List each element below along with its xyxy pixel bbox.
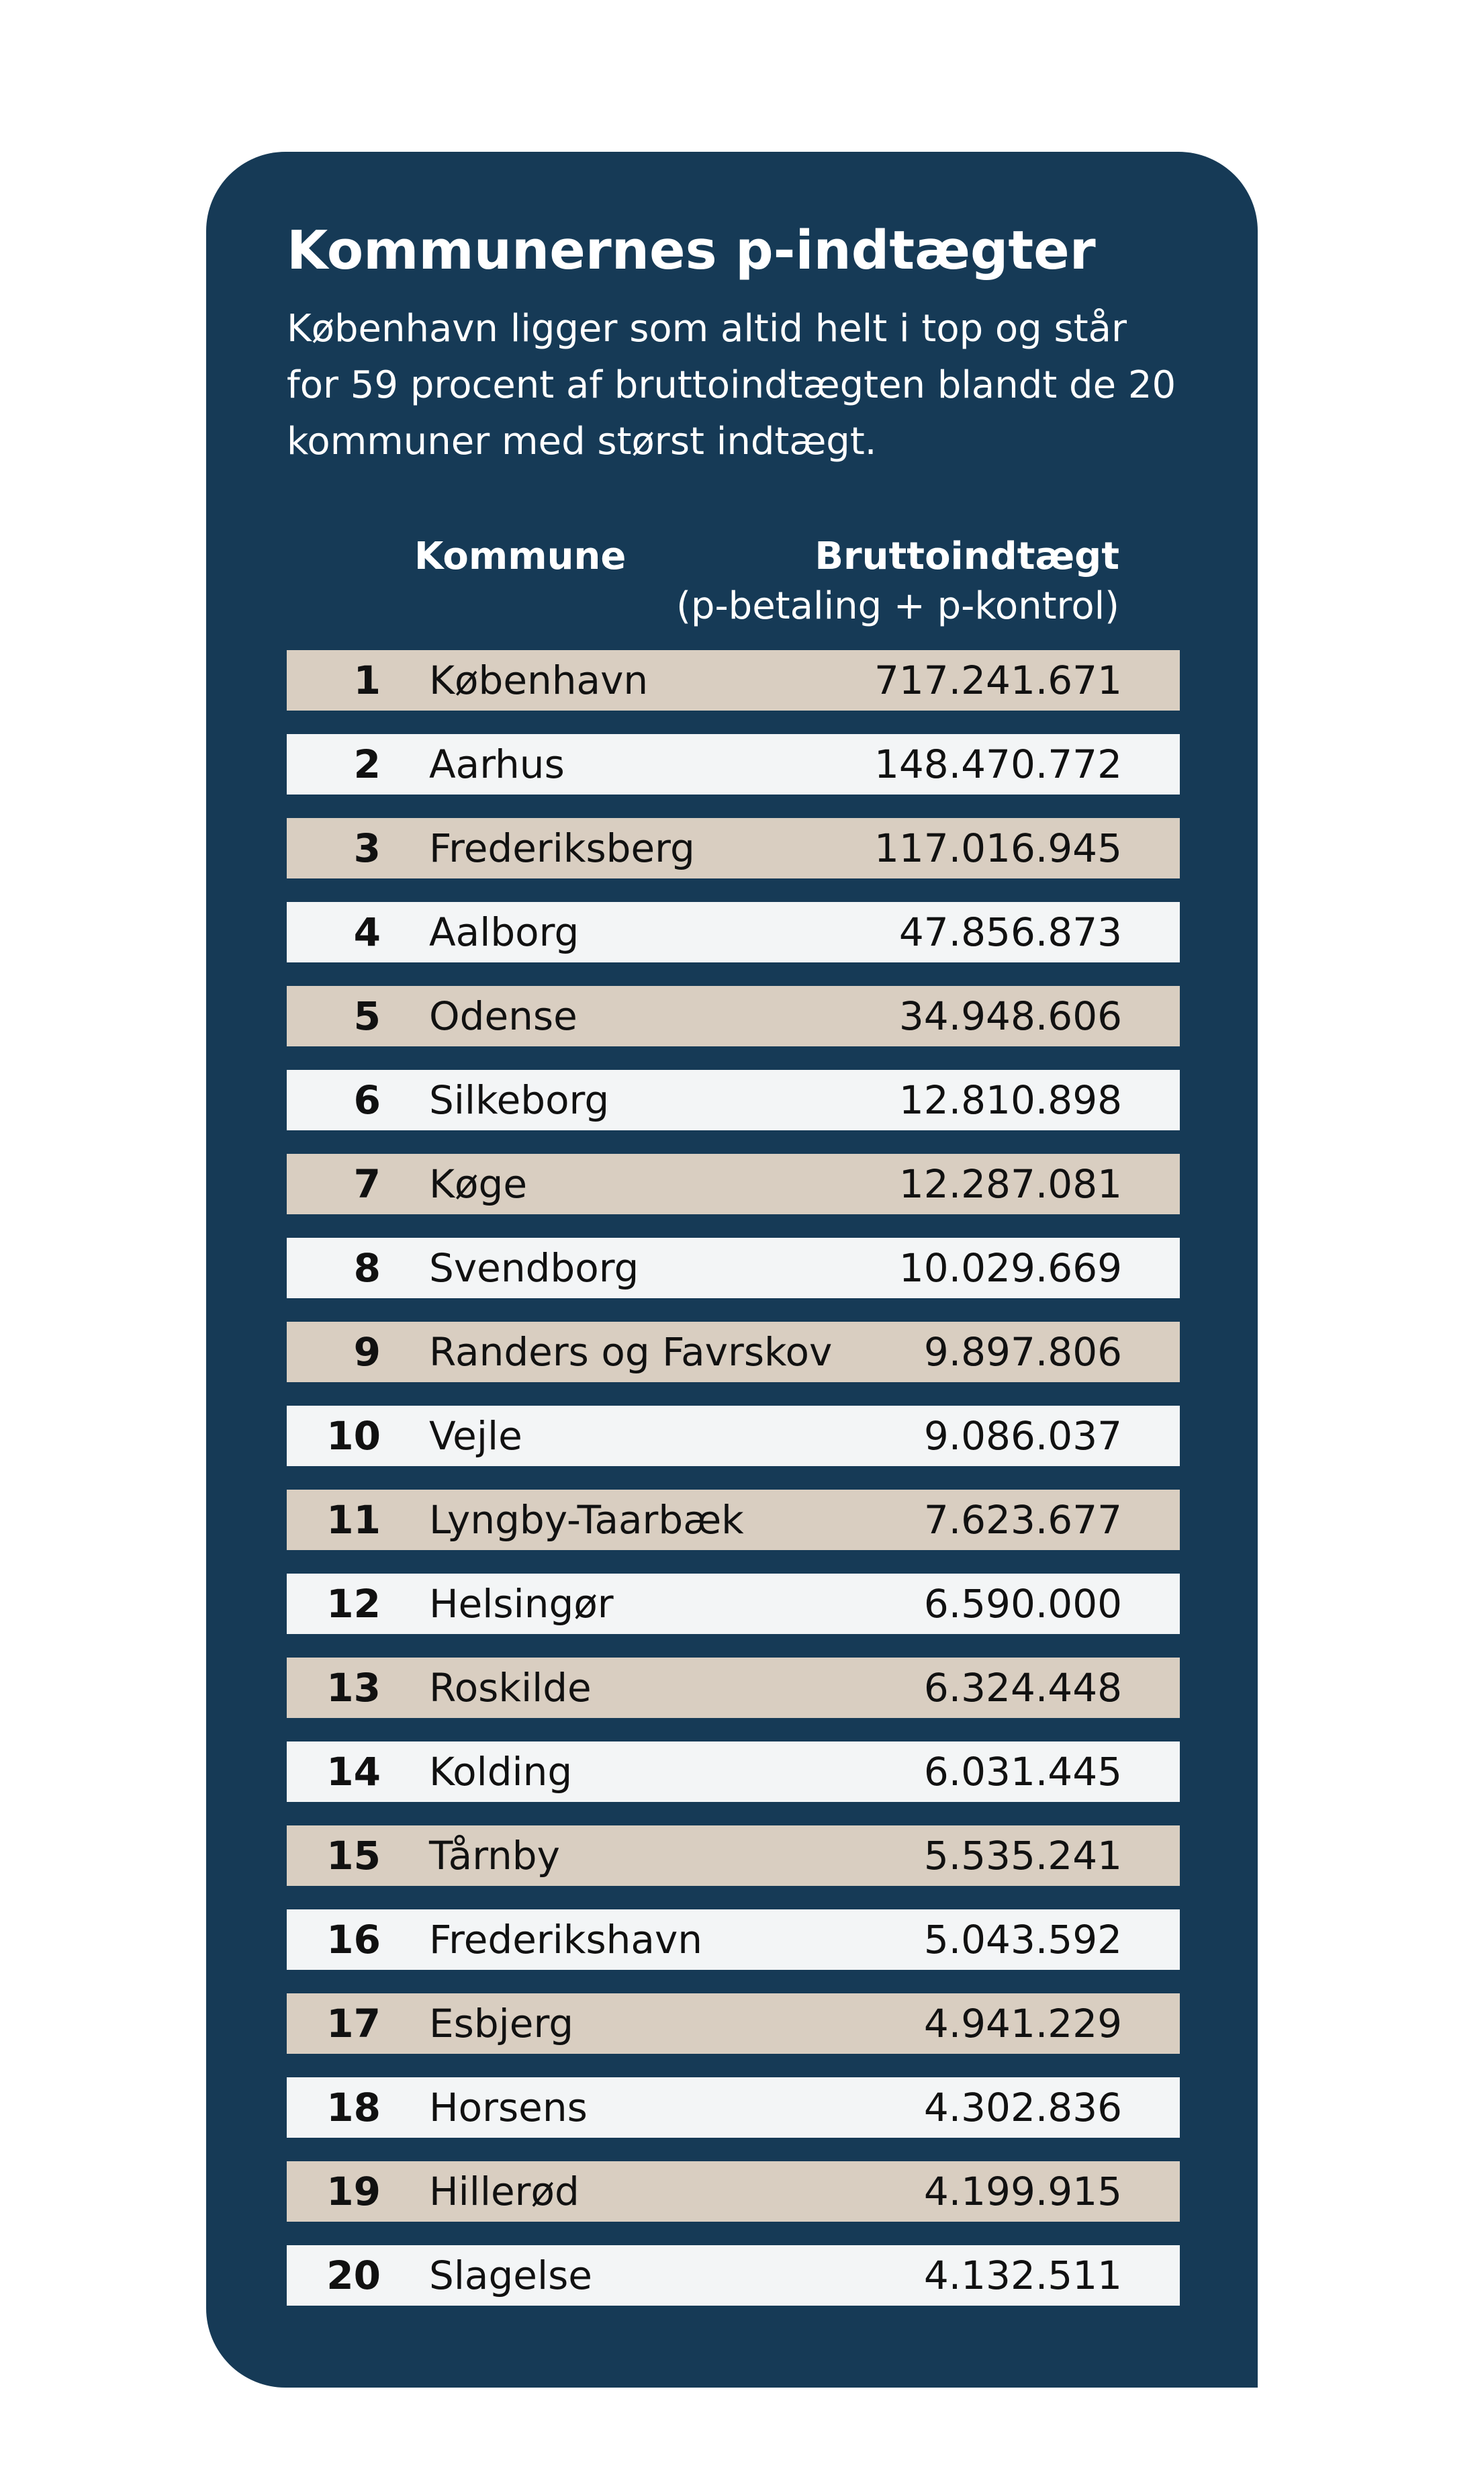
infographic-card: [206, 152, 1258, 2388]
table-row: [287, 986, 1180, 1046]
kommune-cell: Kolding: [429, 1749, 573, 1795]
kommune-cell: Aalborg: [429, 909, 579, 955]
table-row: [287, 1741, 1180, 1802]
value-cell: 117.016.945: [874, 825, 1122, 871]
value-cell: 7.623.677: [923, 1497, 1122, 1543]
kommune-cell: Svendborg: [429, 1245, 639, 1291]
kommune-cell: København: [429, 658, 649, 703]
value-cell: 12.287.081: [898, 1161, 1122, 1207]
chart-title: Kommunernes p-indtægter: [287, 220, 1096, 281]
kommune-cell: Frederikshavn: [429, 1917, 703, 1962]
rank-cell: 7: [353, 1161, 381, 1207]
value-cell: 6.324.448: [923, 1665, 1122, 1711]
column-header-kommune: Kommune: [414, 535, 627, 578]
value-cell: 4.199.915: [923, 2169, 1122, 2214]
table-row: [287, 1490, 1180, 1550]
table-row: [287, 1658, 1180, 1718]
value-cell: 5.535.241: [923, 1833, 1122, 1879]
column-header-bruttoindtaegt: Bruttoindtægt: [815, 535, 1119, 578]
kommune-cell: Randers og Favrskov: [429, 1329, 833, 1375]
rank-cell: 2: [353, 741, 381, 787]
rank-cell: 6: [353, 1077, 381, 1123]
kommune-cell: Roskilde: [429, 1665, 592, 1711]
kommune-cell: Lyngby-Taarbæk: [429, 1497, 744, 1543]
rank-cell: 17: [326, 2001, 381, 2046]
kommune-cell: Hillerød: [429, 2169, 579, 2214]
table-row: [287, 1825, 1180, 1886]
rank-cell: 8: [353, 1245, 381, 1291]
rank-cell: 16: [326, 1917, 381, 1962]
rank-cell: 19: [326, 2169, 381, 2214]
value-cell: 6.031.445: [923, 1749, 1122, 1795]
chart-subtitle: København ligger som altid helt i top og står for 59 procent af bruttoindtægten blandt de 20 kommuner med størst indtægt.: [287, 307, 1176, 463]
value-cell: 5.043.592: [923, 1917, 1122, 1962]
rank-cell: 20: [326, 2253, 381, 2298]
value-cell: 47.856.873: [898, 909, 1122, 955]
table-row: [287, 1238, 1180, 1298]
value-cell: 148.470.772: [874, 741, 1122, 787]
value-cell: 6.590.000: [923, 1581, 1122, 1627]
kommune-cell: Odense: [429, 993, 577, 1039]
value-cell: 4.302.836: [923, 2085, 1122, 2130]
rank-cell: 1: [353, 658, 381, 703]
rank-cell: 18: [326, 2085, 381, 2130]
table-row: [287, 1154, 1180, 1214]
kommune-cell: Køge: [429, 1161, 528, 1207]
table-row: [287, 734, 1180, 795]
kommune-cell: Esbjerg: [429, 2001, 574, 2046]
rank-cell: 3: [353, 825, 381, 871]
kommune-cell: Horsens: [429, 2085, 588, 2130]
rank-cell: 14: [326, 1749, 381, 1795]
value-cell: 34.948.606: [898, 993, 1122, 1039]
ranking-table: [287, 650, 1180, 2329]
table-row: [287, 1909, 1180, 1970]
value-cell: 9.897.806: [923, 1329, 1122, 1375]
table-row: [287, 1993, 1180, 2054]
kommune-cell: Vejle: [429, 1413, 522, 1459]
kommune-cell: Frederiksberg: [429, 825, 695, 871]
value-cell: 717.241.671: [874, 658, 1122, 703]
value-cell: 9.086.037: [923, 1413, 1122, 1459]
value-cell: 10.029.669: [898, 1245, 1122, 1291]
rank-cell: 11: [326, 1497, 381, 1543]
value-cell: 12.810.898: [898, 1077, 1122, 1123]
kommune-cell: Aarhus: [429, 741, 565, 787]
value-cell: 4.941.229: [923, 2001, 1122, 2046]
table-row: [287, 2161, 1180, 2222]
table-row: [287, 1322, 1180, 1382]
rank-cell: 15: [326, 1833, 381, 1879]
table-row: [287, 902, 1180, 962]
table-row: [287, 2245, 1180, 2306]
rank-cell: 4: [353, 909, 381, 955]
rank-cell: 13: [326, 1665, 381, 1711]
rank-cell: 9: [353, 1329, 381, 1375]
rank-cell: 10: [326, 1413, 381, 1459]
rank-cell: 12: [326, 1581, 381, 1627]
kommune-cell: Slagelse: [429, 2253, 592, 2298]
kommune-cell: Silkeborg: [429, 1077, 610, 1123]
table-row: [287, 1574, 1180, 1634]
kommune-cell: Helsingør: [429, 1581, 614, 1627]
value-cell: 4.132.511: [923, 2253, 1122, 2298]
kommune-cell: Tårnby: [429, 1833, 560, 1879]
table-row: [287, 818, 1180, 878]
table-row: [287, 650, 1180, 711]
table-row: [287, 1070, 1180, 1130]
table-row: [287, 2077, 1180, 2138]
column-header-subtitle: (p-betaling + p-kontrol): [676, 584, 1119, 628]
rank-cell: 5: [353, 993, 381, 1039]
table-row: [287, 1406, 1180, 1466]
